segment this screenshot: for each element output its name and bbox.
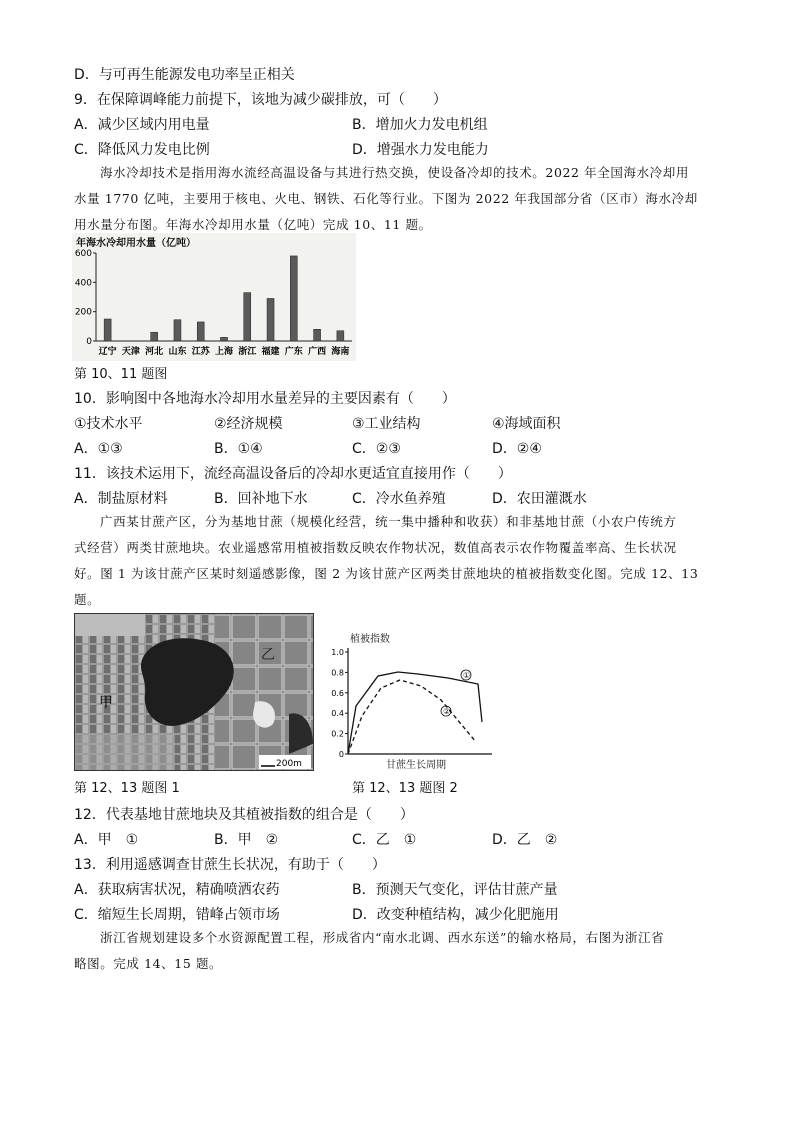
bar-广东 (290, 256, 297, 341)
bar-广西 (314, 329, 321, 341)
q13-stem: 13．利用遥感调查甘蔗生长状况，有助于（ ） (74, 857, 386, 873)
y-tick-label: 600 (74, 249, 92, 259)
q11-option-b: B．回补地下水 (214, 491, 308, 507)
x-tick-label: 上海 (214, 347, 234, 357)
bar-山东 (174, 320, 181, 341)
q13-option-b: B．预测天气变化，评估甘蔗产量 (352, 882, 558, 898)
vi-y-tick-label: 0.2 (331, 729, 344, 739)
q9-option-b: B．增加火力发电机组 (352, 117, 488, 133)
q11-option-a: A．制盐原材料 (74, 491, 168, 507)
passage-line: 略图。完成 14、15 题。 (74, 956, 223, 971)
q10-stem: 10．影响图中各地海水冷却用水量差异的主要因素有（ ） (74, 391, 456, 407)
q11-option-c: C．冷水鱼养殖 (352, 491, 446, 507)
bar-江苏 (197, 322, 204, 341)
q10-factor-2: ②经济规模 (214, 416, 283, 432)
y-axis-label: 植被指数 (350, 634, 390, 645)
scale-label: 200m (276, 759, 302, 769)
passage-line: 式经营）两类甘蔗地块。农业遥感常用植被指数反映农作物状况，数值高表示农作物覆盖率高、生长状况 (74, 540, 677, 555)
passage-line: 海水冷却技术是指用海水流经高温设备与其进行热交换，使设备冷却的技术。2022 年全国海水冷却用 (100, 165, 689, 180)
vi-y-tick-label: 0.6 (331, 688, 344, 698)
passage-line: 水量 1770 亿吨，主要用于核电、火电、钢铁、石化等行业。下图为 2022 年我国部分省（区市）海水冷却 (74, 191, 698, 206)
x-tick-label: 广西 (308, 347, 327, 357)
q11-option-d: D．农田灌溉水 (492, 491, 587, 507)
x-tick-label: 天津 (121, 347, 140, 357)
remote-sensing-svg (75, 614, 313, 770)
x-tick-label: 江苏 (191, 347, 210, 357)
bar-福建 (267, 298, 274, 341)
bar-辽宁 (104, 319, 111, 341)
q11-stem: 11．该技术运用下，流经高温设备后的冷却水更适宜直接用作（ ） (74, 466, 512, 482)
passage-sea-water-cooling (74, 160, 724, 238)
y-tick-label: 200 (74, 307, 92, 318)
field-strip (75, 734, 175, 770)
q10-factor-3: ③工业结构 (352, 416, 421, 432)
q10-option-b: B．①④ (214, 441, 263, 457)
x-tick-label: 福建 (261, 347, 280, 357)
vi-y-tick-label: 0.4 (331, 709, 344, 719)
passage-line: 题。 (74, 592, 101, 607)
bar-浙江 (244, 293, 251, 341)
q10-option-d: D．②④ (492, 441, 542, 457)
q13-option-a: A．获取病害状况，精确喷洒农药 (74, 882, 280, 898)
q10-option-c: C．②③ (352, 441, 401, 457)
q10-option-a: A．①③ (74, 441, 123, 457)
x-tick-label: 浙江 (238, 347, 257, 357)
passage-line: 广西某甘蔗产区，分为基地甘蔗（规模化经营，统一集中播种和收获）和非基地甘蔗（小农户传统方 (100, 514, 677, 529)
y-tick-label: 400 (74, 278, 92, 289)
vi-y-tick-label: 0.8 (331, 668, 344, 678)
vegetation-index-chart (326, 630, 502, 770)
bar-海南 (337, 331, 344, 341)
x-tick-label: 河北 (145, 347, 164, 357)
q12-option-a: A．甲 ① (74, 832, 139, 848)
q10-factor-1: ①技术水平 (74, 416, 143, 432)
x-tick-label: 海南 (331, 347, 350, 357)
chart-title: 年海水冷却用水量（亿吨） (76, 238, 196, 249)
curve-1 (348, 672, 482, 754)
passage-line: 好。图 1 为该甘蔗产区某时刻遥感影像，图 2 为该甘蔗产区两类甘蔗地块的植被指数变化图。完成 12、13 (74, 566, 699, 581)
x-tick-label: 山东 (168, 347, 187, 357)
label-yi: 乙 (261, 647, 275, 663)
vi-y-tick-label: 0 (338, 750, 344, 759)
passage-line: 浙江省规划建设多个水资源配置工程，形成省内“南水北调、西水东送”的输水格局，右图为浙江省 (100, 930, 665, 945)
q9-option-a: A．减少区域内用电量 (74, 117, 210, 133)
figure-1213-caption-1: 第 12、13 题图 1 (74, 781, 180, 796)
vi-y-tick-label: 1.0 (331, 648, 344, 657)
q9-stem: 9．在保障调峰能力前提下，该地为减少碳排放，可（ ） (74, 92, 447, 108)
y-tick-label: 0 (86, 337, 92, 347)
q12-option-d: D．乙 ② (492, 832, 558, 848)
passage-line: 用水量分布图。年海水冷却用水量（亿吨）完成 10、11 题。 (74, 217, 432, 232)
x-axis-label: 甘蔗生长周期 (386, 760, 446, 770)
passage-zhejiang-water (74, 925, 724, 977)
x-tick-label: 广东 (284, 347, 303, 357)
vegetation-index-svg (326, 630, 502, 770)
q9-option-c: C．降低风力发电比例 (74, 142, 210, 158)
bar-chart-svg (72, 233, 356, 361)
cooling-water-chart (72, 233, 356, 361)
q9-option-d: D．增强水力发电能力 (352, 142, 489, 158)
bar-河北 (151, 332, 158, 341)
figure-1213-caption-2: 第 12、13 题图 2 (352, 781, 458, 796)
q12-option-c: C．乙 ① (352, 832, 417, 848)
label-jia: 甲 (99, 695, 113, 711)
q12-stem: 12．代表基地甘蔗地块及其植被指数的组合是（ ） (74, 807, 414, 823)
q12-option-b: B．甲 ② (214, 832, 279, 848)
q13-option-d: D．改变种植结构，减少化肥施用 (352, 907, 559, 923)
figure-1011-caption: 第 10、11 题图 (74, 367, 168, 382)
q10-factor-4: ④海域面积 (492, 416, 561, 432)
bar-上海 (221, 337, 228, 341)
q8-option-d: D．与可再生能源发电功率呈正相关 (74, 67, 295, 83)
curve-2-label: ② (443, 707, 451, 716)
remote-sensing-image (74, 613, 314, 771)
passage-sugarcane (74, 509, 724, 613)
bright-area (75, 614, 145, 636)
x-tick-label: 辽宁 (98, 347, 117, 357)
curve-1-label: ① (463, 671, 471, 680)
q13-option-c: C．缩短生长周期，错峰占领市场 (74, 907, 280, 923)
